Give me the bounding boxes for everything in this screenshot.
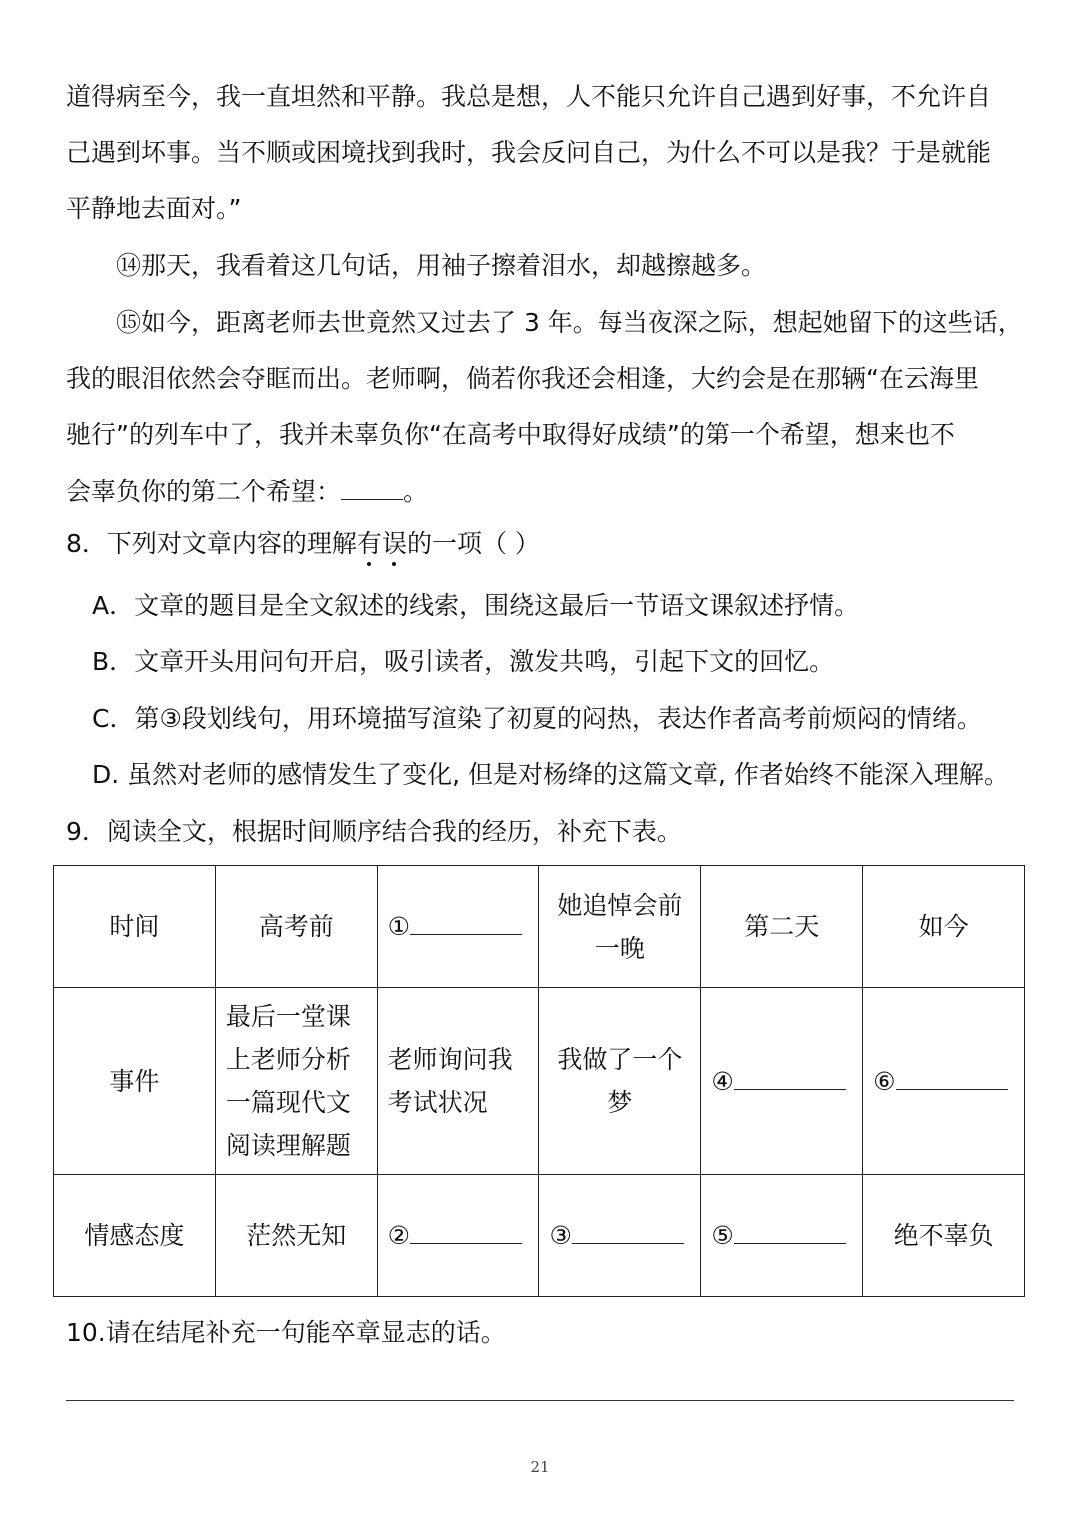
fill-blank[interactable]: [410, 908, 522, 935]
table-cell: 绝不辜负: [863, 1175, 1025, 1297]
table-cell-blank-1[interactable]: ①: [377, 866, 539, 988]
q8-option-d: D. 虽然对老师的感情发生了变化, 但是对杨绛的这篇文章, 作者始终不能深入理解。: [92, 760, 1009, 789]
question-8-stem: [66, 527, 1026, 561]
fill-blank[interactable]: [410, 1217, 522, 1244]
passage-line: 己遇到坏事。当不顺或困境找到我时，我会反问自己，为什么不可以是我？于是就能: [66, 138, 992, 167]
fill-blank[interactable]: [734, 1217, 846, 1244]
table-cell: 我做了一个梦: [539, 988, 701, 1175]
q8-option-b: B．文章开头用问句开启，吸引读者，激发共鸣，引起下文的回忆。: [92, 647, 835, 676]
q8-option-a: A．文章的题目是全文叙述的线索，围绕这最后一节语文课叙述抒情。: [92, 591, 860, 620]
passage-line-text: 会辜负你的第二个希望：: [66, 477, 342, 506]
fill-blank[interactable]: [572, 1217, 684, 1244]
paragraph-14: ⑭那天，我看着这几句话，用袖子擦着泪水，却越擦越多。: [116, 251, 767, 280]
timeline-table: [53, 865, 1025, 1297]
table-cell: 老师询问我考试状况: [377, 988, 539, 1175]
table-cell: 最后一堂课上老师分析一篇现代文阅读理解题: [215, 988, 377, 1175]
q8-emphasis-1: 有: [356, 529, 382, 558]
table-cell-blank-3[interactable]: ③: [539, 1175, 701, 1297]
fill-blank[interactable]: [734, 1063, 846, 1090]
table-cell-blank-5[interactable]: ⑤: [701, 1175, 863, 1297]
table-cell: 第二天: [701, 866, 863, 988]
answer-line[interactable]: [66, 1400, 1014, 1401]
table-cell: 高考前: [215, 866, 377, 988]
page-number: 21: [530, 1458, 550, 1476]
table-row-time: [54, 866, 1025, 988]
passage-line-end: 。: [403, 477, 429, 506]
question-9-stem: 9．阅读全文，根据时间顺序结合我的经历，补充下表。: [66, 817, 682, 846]
table-row-event: [54, 988, 1025, 1175]
table-cell: 如今: [863, 866, 1025, 988]
fill-blank[interactable]: [896, 1063, 1008, 1090]
passage-last-line: [66, 475, 1026, 509]
table-cell-blank-4[interactable]: ④: [701, 988, 863, 1175]
table-header-event: 事件: [54, 988, 216, 1175]
q8-stem-after: 的一项（ ）: [406, 529, 540, 558]
fill-blank[interactable]: [341, 475, 403, 500]
q8-emphasis-2: 误: [381, 529, 407, 558]
passage-line: 驰行”的列车中了，我并未辜负你“在高考中取得好成绩”的第一个希望，想来也不: [66, 420, 955, 449]
q8-stem-before: 8．下列对文章内容的理解: [66, 529, 357, 558]
question-10-stem: 10.请在结尾补充一句能卒章显志的话。: [66, 1318, 506, 1347]
table-header-time: 时间: [54, 866, 216, 988]
table-cell-blank-2[interactable]: ②: [377, 1175, 539, 1297]
table-cell: 茫然无知: [215, 1175, 377, 1297]
table-cell: 她追悼会前一晚: [539, 866, 701, 988]
table-row-emotion: [54, 1175, 1025, 1297]
table-cell-blank-6[interactable]: ⑥: [863, 988, 1025, 1175]
q8-option-c: C．第③段划线句，用环境描写渲染了初夏的闷热，表达作者高考前烦闷的情绪。: [92, 704, 982, 733]
passage-line: 我的眼泪依然会夺眶而出。老师啊，倘若你我还会相逢，大约会是在那辆“在云海里: [66, 364, 979, 393]
passage-line: 道得病至今，我一直坦然和平静。我总是想，人不能只允许自己遇到好事，不允许自: [66, 82, 992, 111]
passage-line: 平静地去面对。”: [66, 194, 242, 223]
paragraph-15: ⑮如今，距离老师去世竟然又过去了 3 年。每当夜深之际，想起她留下的这些话，: [116, 308, 1023, 337]
table-header-emotion: 情感态度: [54, 1175, 216, 1297]
